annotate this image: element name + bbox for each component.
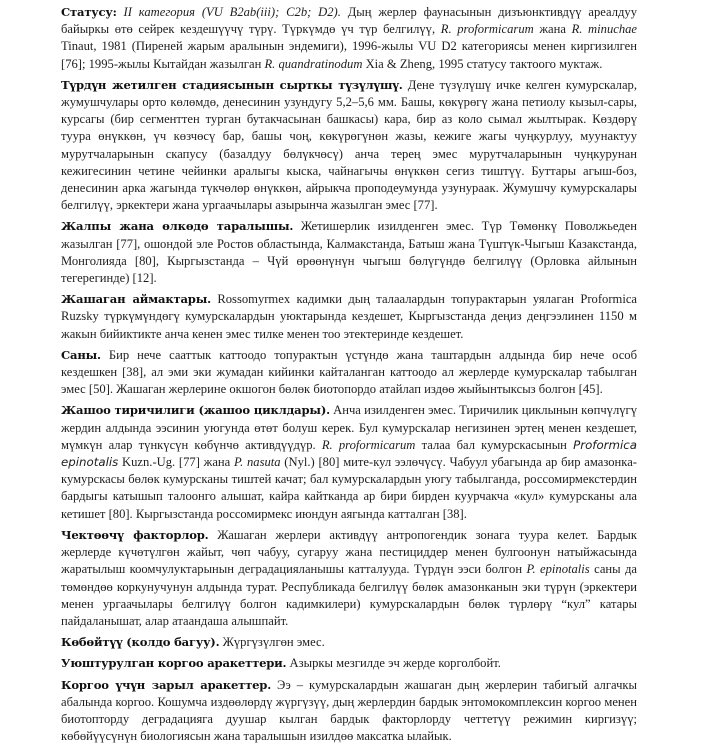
italic-text: R. quandratinodum	[264, 56, 363, 71]
section-heading: Уюштурулган коргоо аракеттери.	[61, 656, 287, 671]
body-text: Xia & Zheng, 1995 статусу тактоого муктаж.	[362, 56, 603, 71]
paragraph-necessary-measures	[61, 677, 637, 746]
section-heading: Түрдүн жетилген стадиясынын сырткы түзүлүшү.	[61, 77, 403, 92]
body-text: саны да төмөндөө коркунучунун алдында турат. Республикада белгилүү бөлөк амазонканын эки түрүн (эркектери менен ургаачылары белгилүү болгон кадимкилери) кумурскалардын бөлөк түрлөрү “кул” катары пайдаланышат, алар атаандаша алышпайт.	[61, 562, 637, 628]
body-text: Ээ – кумурскалардын жашаган дың жерлерин табигый алгачкы абалында коргоо. Кошумча издөөлөрдү жүргүзүү, дың жерлердин бардык энтомокомплексин коргоо менен биотопторду деградацияга дуушар кылган бардык факторлорду четтетүү режимин киргизүү; көбөйүүсүнүн биологиясын жана таралышын изилдөө максатка ылайык.	[61, 677, 637, 744]
body-text: Дың жерлер фаунасынын дизъюнктивдүү ареалдуу байыркы өтө сейрек кездешүүчү түрү. Түркүмдө үч түр белгилүү,	[61, 5, 637, 37]
italic-text: R. proformicarum	[440, 22, 534, 37]
paragraph-habitats	[61, 291, 637, 343]
section-heading: Жашаган аймактары.	[61, 292, 211, 307]
body-text: Жашаган жерлери активдүү антропогендик зонага туура келет. Бардык жерлерде күчөтүлгөн жайыт, чөп чабуу, сугаруу жана пестициддер менен булгоонун натыйжасында жаратылыш коомчулуктарынын деградацияланышы катталууда. Түрдүн ээси болгон	[61, 527, 638, 577]
body-text: талаа бал кумурскасынын	[415, 437, 574, 452]
section-heading: Жашоо тиричилиги (жашоо циклдары).	[61, 403, 330, 418]
paragraph-abundance	[61, 347, 637, 399]
paragraph-limiting-factors	[61, 527, 637, 630]
paragraph-life-cycle	[61, 402, 637, 522]
body-text: Жетишерлик изилденген эмес. Түр Төмөнкү Поволжьеден жазылган [77], ошондой эле Ростов областында, Калмакстанда, Батыш жана Түштүк-Чыгыш Казакстанда, Монголияда [80], Кыргызстанда – Чүй өрөөнүнүн чыгыш бөлүгүндө белгилүү (Орловка айлынын тегерегинде) [12].	[61, 219, 637, 286]
section-heading: Чектөөчү факторлор.	[61, 527, 209, 542]
italic-text: R. minuchae	[571, 22, 638, 37]
body-text: Бир нече сааттык каттоодо топурактын үстүндө жана таштардын алдында бир нече особ кездешкен [38], ал эми эки жумадан кийинки кайталанган каттоодо ал жерлерде кумурскалар табылган эмес [50]. Жашаган жерлерине окшогон бөлөк биотопордо атайлап издөө жыйынтыксыз болгон [45].	[61, 347, 637, 397]
italic-text: II категория (VU B2ab(iii); C2b; D2).	[123, 5, 341, 19]
section-heading: Жалпы жана өлкөдө таралышы.	[61, 219, 294, 234]
section-heading: Статусу:	[61, 5, 117, 19]
body-text: Rossomyrmex кадимки дың талаалардын топурактарын уялаган Proformica Ruzsky түркүмүндөгү кумурскалардын уюктарында кездешет, Кыргызстанда деңиз деңгээлинен 1150 м жакын бийиктикте анча кенен эмес тилке менен тоо этектеринде кездешет.	[61, 292, 637, 341]
italic-text: R. proformicarum	[321, 437, 416, 452]
section-heading: Көбөйтүү (колдо багуу).	[61, 635, 220, 650]
document-page	[61, 4, 637, 749]
body-text: Kuzn.-Ug. [77] жана	[118, 455, 235, 470]
body-text: Tinaut, 1981 (Пиреней жарым аралынын эндемиги), 1996-жылы VU D2 категориясы менен киргизилген [76]; 1995-жылы Кытайдан жазылган	[61, 39, 637, 71]
body-text	[117, 5, 124, 19]
body-text: Азыркы мезгилде эч жерде корголбойт.	[286, 656, 501, 671]
body-text: (Nyl.) [80] мите-кул ээлөчүсү. Чабуул убагында ар бир амазонка-кумурскасы бөлөк кумурсканы тиштей качат; бал кумурскалардын уюгу табылганда, россомирмекстердин бардыгы катышып талоонго алышат, кайра кайтканда ар бири бирден куурчакча «кул» кумурсканы ала кетишет [80]. Кыргызстанда россомирмекс июндун аягында катталган [38].	[61, 455, 637, 521]
paragraph-protection-measures	[61, 655, 637, 672]
section-heading: Коргоо үчүн зарыл аракеттер.	[61, 677, 272, 692]
body-text: Дене түзүлүшү ичке келген кумурскалар, жумушчулары орто көлөмдө, денесинин узундугу 5,2–5,6 мм. Башы, көкүрөгү жана петиолу кызыл-сары, курсагы (бир сегменттен турган бутакчасынан башкасы) кара, бир аз коло сымал жылтырак. Көздөрү туура өнүккөн, үч көзчөсү бар, башы чоң, көкүрөгүнөн жазы, кежиге жагы чуңкурлуу, муунактуу мурутчаларынын скапусу (базалдуу бөлүкчөсү) анча терең эмес мурутчаларынын чуңкурунан кежигесинин четине чейинки аралыгы кыска, чайнагычы өнүккөн сегиз тиштүү. Буттары агыш-боз, денесинин арка жагында түкчөлөр өнүккөн, айрыкча проподеумунда узунураак. Жумушчу кумурскалары белгилүү, эркектери жана ургаачылары азырынча жазылган эмес [77].	[61, 77, 637, 213]
species-name: Proformica epinotalis	[61, 437, 637, 470]
body-text: жана	[533, 22, 572, 37]
paragraph-breeding	[61, 634, 637, 651]
italic-text: P. nasuta	[234, 455, 281, 470]
section-heading: Саны.	[61, 347, 101, 362]
paragraph-status	[61, 4, 637, 73]
body-text: Анча изилденген эмес. Тиричилик циклынын көпчүлүгү жердин алдында ээсинин уюгунда өтөт болуш керек. Бул кумурскалар негизинен эртең менен кездешет, мүмкүн алар түнкүсүн көбүнчө активдүүдүр.	[61, 403, 638, 452]
body-text: Жүргүзүлгөн эмес.	[219, 635, 325, 650]
paragraph-description	[61, 77, 637, 215]
italic-text: P. epinotalis	[526, 562, 590, 577]
paragraph-distribution	[61, 218, 637, 287]
